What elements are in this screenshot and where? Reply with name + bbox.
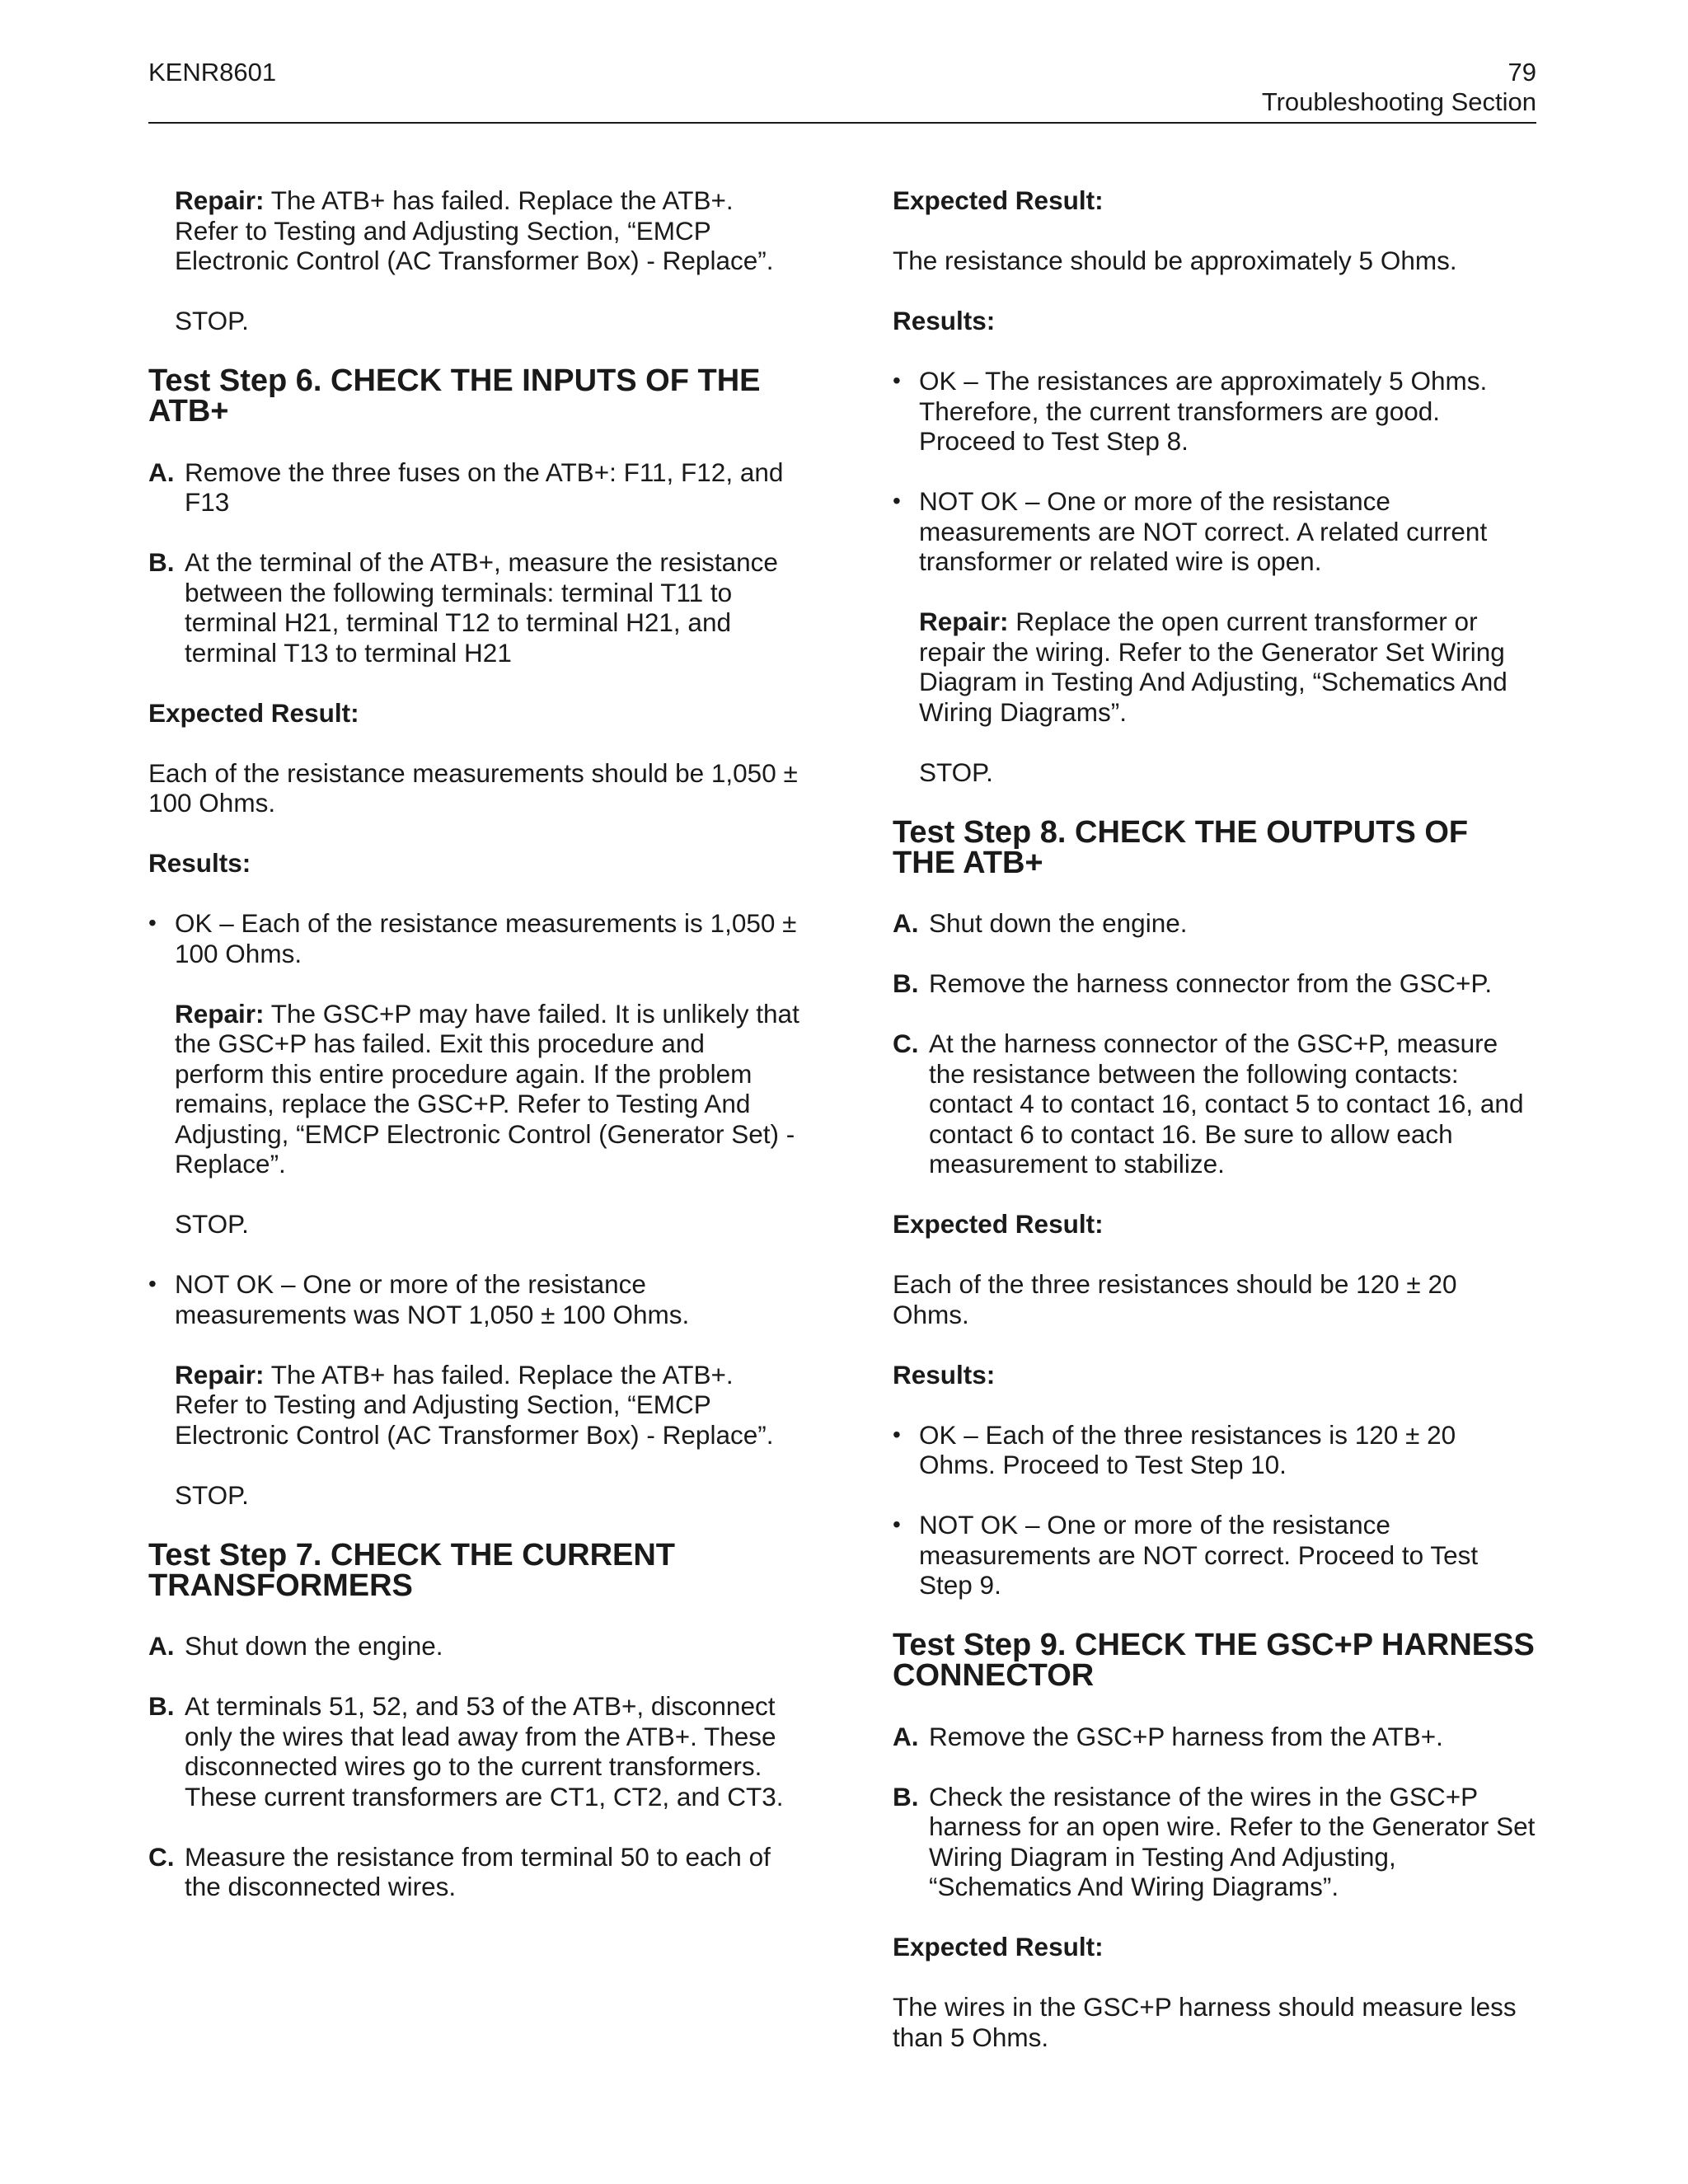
expected-result-text: Each of the resistance measurements should be 1,050 ± 100 Ohms.	[148, 757, 798, 818]
step7-item-b	[148, 1691, 799, 1811]
results-label: Results:	[893, 306, 996, 335]
expected-result-label: Expected Result:	[148, 697, 359, 728]
item-letter: A.	[893, 1721, 919, 1751]
step6-item-b	[148, 547, 799, 668]
bullet-icon: •	[893, 1511, 901, 1537]
repair-text: Replace the open current transformer or repair the wiring. Refer to the Generator Set Wiring Diagram in Testing And Adjusting, “Schematics And Wiring Diagrams”.	[919, 607, 1507, 727]
step8-item-c	[893, 1029, 1538, 1179]
result-ok	[148, 908, 799, 968]
repair-text: The GSC+P may have failed. It is unlikely that the GSC+P has failed. Exit this procedure and perform this entire procedure again. If the problem remains, replace the GSC+P. Refer to Testing And Adjusting, “EMCP Electronic Control (Generator Set) - Replace”.	[175, 998, 799, 1179]
repair-label: Repair:	[175, 998, 265, 1029]
result-text: OK – Each of the three resistances is 120 ± 20 Ohms. Proceed to Test Step 10.	[919, 1419, 1456, 1479]
item-text: At the terminal of the ATB+, measure the resistance between the following terminals: terminal T11 to terminal H21, terminal T12 to terminal H21, and terminal T13 to terminal H21	[185, 547, 778, 668]
expected-result-text: Each of the three resistances should be 120 ± 20 Ohms.	[893, 1269, 1457, 1329]
left-column	[148, 185, 799, 1932]
stop-text: STOP.	[175, 306, 249, 335]
repair-paragraph	[175, 999, 799, 1179]
stop-text: STOP.	[919, 757, 993, 787]
item-letter: A.	[148, 1631, 175, 1661]
bullet-icon: •	[893, 1421, 901, 1447]
item-letter: B.	[893, 1781, 919, 1811]
right-column	[893, 185, 1538, 2083]
expected-result-label: Expected Result:	[893, 1932, 1104, 1961]
result-text: OK – Each of the resistance measurements is 1,050 ± 100 Ohms.	[175, 908, 797, 968]
item-letter: A.	[893, 908, 919, 938]
bullet-icon: •	[893, 488, 901, 513]
item-letter: C.	[148, 1841, 175, 1872]
result-not-ok	[893, 486, 1538, 577]
result-not-ok	[148, 1269, 799, 1329]
step7-item-a	[148, 1631, 799, 1661]
item-letter: C.	[893, 1029, 919, 1058]
result-ok	[893, 1420, 1538, 1480]
bullet-icon: •	[148, 910, 157, 935]
result-text: OK – The resistances are approximately 5 Ohms. Therefore, the current transformers are good. Proceed to Test Step 8.	[919, 366, 1488, 456]
step9-item-a	[893, 1722, 1538, 1752]
repair-text: The ATB+ has failed. Replace the ATB+. Refer to Testing and Adjusting Section, “EMCP Electronic Control (AC Transformer Box) - Replace”.	[175, 1359, 774, 1450]
result-not-ok	[893, 1510, 1538, 1601]
result-text: NOT OK – One or more of the resistance measurements are NOT correct. A related current transformer or related wire is open.	[919, 486, 1488, 576]
item-letter: A.	[148, 457, 175, 487]
results-label: Results:	[148, 848, 251, 878]
step8-heading: Test Step 8. CHECK THE OUTPUTS OF THE ATB+	[893, 814, 1469, 880]
step7-item-c	[148, 1842, 799, 1902]
repair-paragraph	[175, 185, 799, 276]
item-text: Shut down the engine.	[929, 908, 1188, 938]
stop-text: STOP.	[175, 1209, 249, 1239]
item-text: Remove the GSC+P harness from the ATB+.	[929, 1721, 1443, 1751]
step7-heading: Test Step 7. CHECK THE CURRENT TRANSFORMERS	[148, 1537, 676, 1603]
result-ok	[893, 366, 1538, 457]
section-name: Troubleshooting Section	[1261, 87, 1536, 116]
item-text: Remove the harness connector from the GSC+P.	[929, 968, 1493, 998]
repair-paragraph	[175, 1360, 799, 1451]
repair-paragraph	[919, 607, 1538, 727]
item-text: At the harness connector of the GSC+P, measure the resistance between the following contacts: contact 4 to contact 16, contact 5 to contact 16, and contact 6 to contact 16. Be sure to allow each measurement to stabilize.	[929, 1029, 1524, 1179]
expected-result-label: Expected Result:	[893, 185, 1104, 215]
repair-text: The ATB+ has failed. Replace the ATB+. Refer to Testing and Adjusting Section, “EMCP Electronic Control (AC Transformer Box) - Replace”.	[175, 185, 774, 275]
item-letter: B.	[148, 1691, 175, 1721]
expected-result-label: Expected Result:	[893, 1209, 1104, 1239]
step6-item-a	[148, 457, 799, 518]
stop-text: STOP.	[175, 1479, 249, 1510]
document-id: KENR8601	[148, 58, 277, 87]
item-text: Remove the three fuses on the ATB+: F11, F12, and F13	[185, 457, 784, 517]
step8-item-a	[893, 908, 1538, 939]
result-text: NOT OK – One or more of the resistance measurements was NOT 1,050 ± 100 Ohms.	[175, 1269, 690, 1329]
bullet-icon: •	[148, 1271, 157, 1296]
item-text: Shut down the engine.	[185, 1631, 443, 1661]
results-label: Results:	[893, 1359, 996, 1390]
step8-item-b	[893, 968, 1538, 999]
page-number: 79	[1507, 58, 1536, 87]
repair-label: Repair:	[175, 1359, 265, 1390]
item-letter: B.	[148, 547, 175, 577]
repair-label: Repair:	[175, 185, 265, 215]
result-text: NOT OK – One or more of the resistance measurements are NOT correct. Proceed to Test Step 9.	[919, 1510, 1479, 1600]
repair-label: Repair:	[919, 607, 1009, 636]
item-text: Measure the resistance from terminal 50 to each of the disconnected wires.	[185, 1841, 771, 1901]
item-text: Check the resistance of the wires in the GSC+P harness for an open wire. Refer to the Generator Set Wiring Diagram in Testing And Adjusting, “Schematics And Wiring Diagrams”.	[929, 1781, 1536, 1901]
step9-heading: Test Step 9. CHECK THE GSC+P HARNESS CONNECTOR	[893, 1628, 1535, 1693]
step9-item-b	[893, 1782, 1538, 1902]
expected-result-text: The resistance should be approximately 5 Ohms.	[893, 246, 1457, 275]
bullet-icon: •	[893, 368, 901, 393]
page-header	[148, 56, 1536, 124]
item-letter: B.	[893, 968, 919, 998]
item-text: At terminals 51, 52, and 53 of the ATB+, disconnect only the wires that lead away from the ATB+. These disconnected wires go to the current transformers. These current transformers are CT1, CT2, and CT3.	[185, 1691, 784, 1811]
step6-heading: Test Step 6. CHECK THE INPUTS OF THE ATB+	[148, 363, 761, 429]
expected-result-text: The wires in the GSC+P harness should measure less than 5 Ohms.	[893, 1992, 1517, 2052]
